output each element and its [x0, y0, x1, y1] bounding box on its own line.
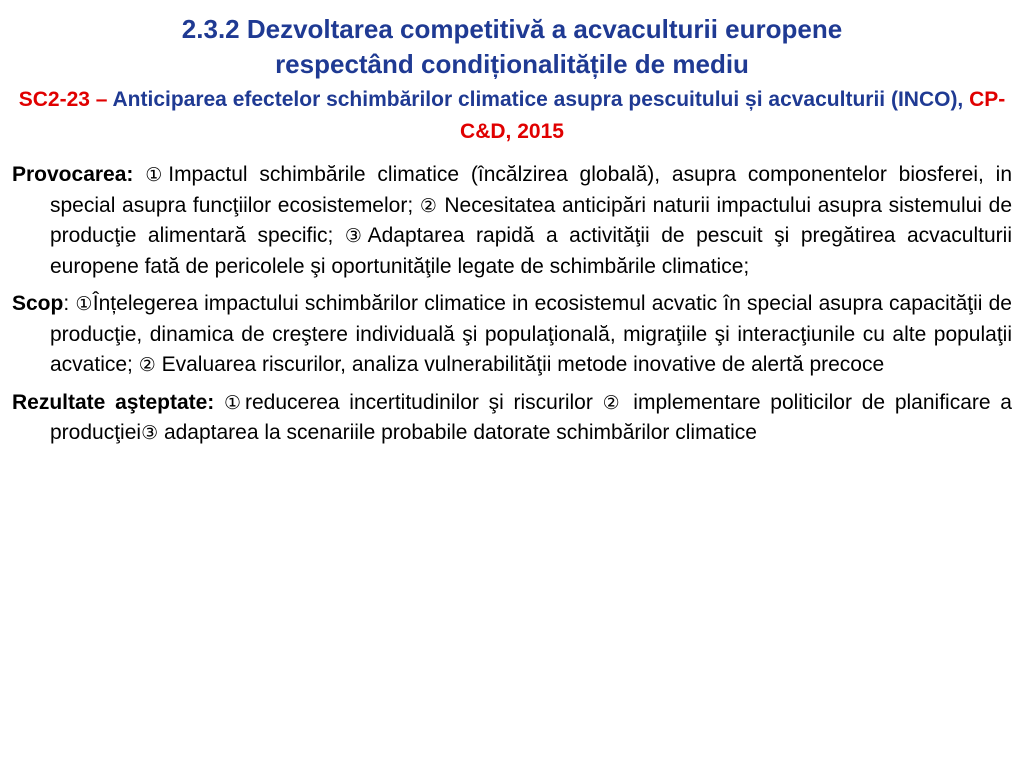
scop-separator: : [63, 292, 76, 315]
marker-2: ② [138, 354, 156, 376]
title-line-2: respectând condiționalitățile de mediu [275, 49, 749, 79]
scop-item-1: Înțelegerea impactului schimbărilor climatice in ecosistemul acvatic în special asupra capacităţii de producţie, dinamica de creştere individuală şi populaţională, migraţiile şi interacţiunile cu alte populaţii acvatice; [50, 292, 1012, 376]
rezultate-item-1: reducerea incertitudinilor şi riscurilor [245, 390, 603, 414]
slide-subtitle [12, 84, 1012, 148]
marker-2: ② [602, 391, 624, 414]
provocarea-item-3: Adaptarea rapidă a activităţii de pescuit şi pregătirea acvaculturii europene fată de pericolele şi oportunităţile legate de schimbările climatice; [50, 224, 1012, 278]
section-provocarea [12, 160, 1012, 282]
title-line-1: 2.3.2 Dezvoltarea competitivă a acvaculturii europene [181, 14, 843, 44]
rezultate-label: Rezultate aşteptate: [12, 390, 215, 414]
marker-1: ① [224, 391, 245, 414]
call-code: SC2-23 – [18, 88, 108, 111]
marker-1: ① [145, 164, 169, 186]
marker-3: ③ [141, 422, 159, 444]
rezultate-item-2: implementare politicilor de planificare a producţiei [50, 390, 1012, 444]
scop-label: Scop [12, 292, 64, 315]
provocarea-label: Provocarea: [12, 163, 134, 186]
provocarea-item-2: Necesitatea anticipări naturii impactului asupra sistemului de producţie alimentară specific; [50, 193, 1012, 247]
rezultate-item-3: adaptarea la scenariile probabile datorate schimbărilor climatice [158, 421, 757, 444]
provocarea-item-1: Impactul schimbările climatice (încălzirea globală), asupra componentelor biosferei, in special asupra funcţiilor ecosistemelor; [50, 163, 1013, 217]
section-scop [12, 289, 1012, 381]
section-rezultate [12, 388, 1012, 449]
slide-title [12, 0, 1012, 82]
marker-3: ③ [344, 225, 368, 247]
marker-1: ① [75, 293, 93, 315]
call-title: Anticiparea efectelor schimbărilor climatice asupra pescuitului și acvaculturii (INCO), [107, 88, 970, 111]
call-program: CP-C&D, 2015 [460, 88, 1006, 143]
marker-2: ② [419, 194, 438, 217]
scop-item-2: Evaluarea riscurilor, analiza vulnerabilităţii metode inovative de alertă precoce [155, 353, 885, 376]
